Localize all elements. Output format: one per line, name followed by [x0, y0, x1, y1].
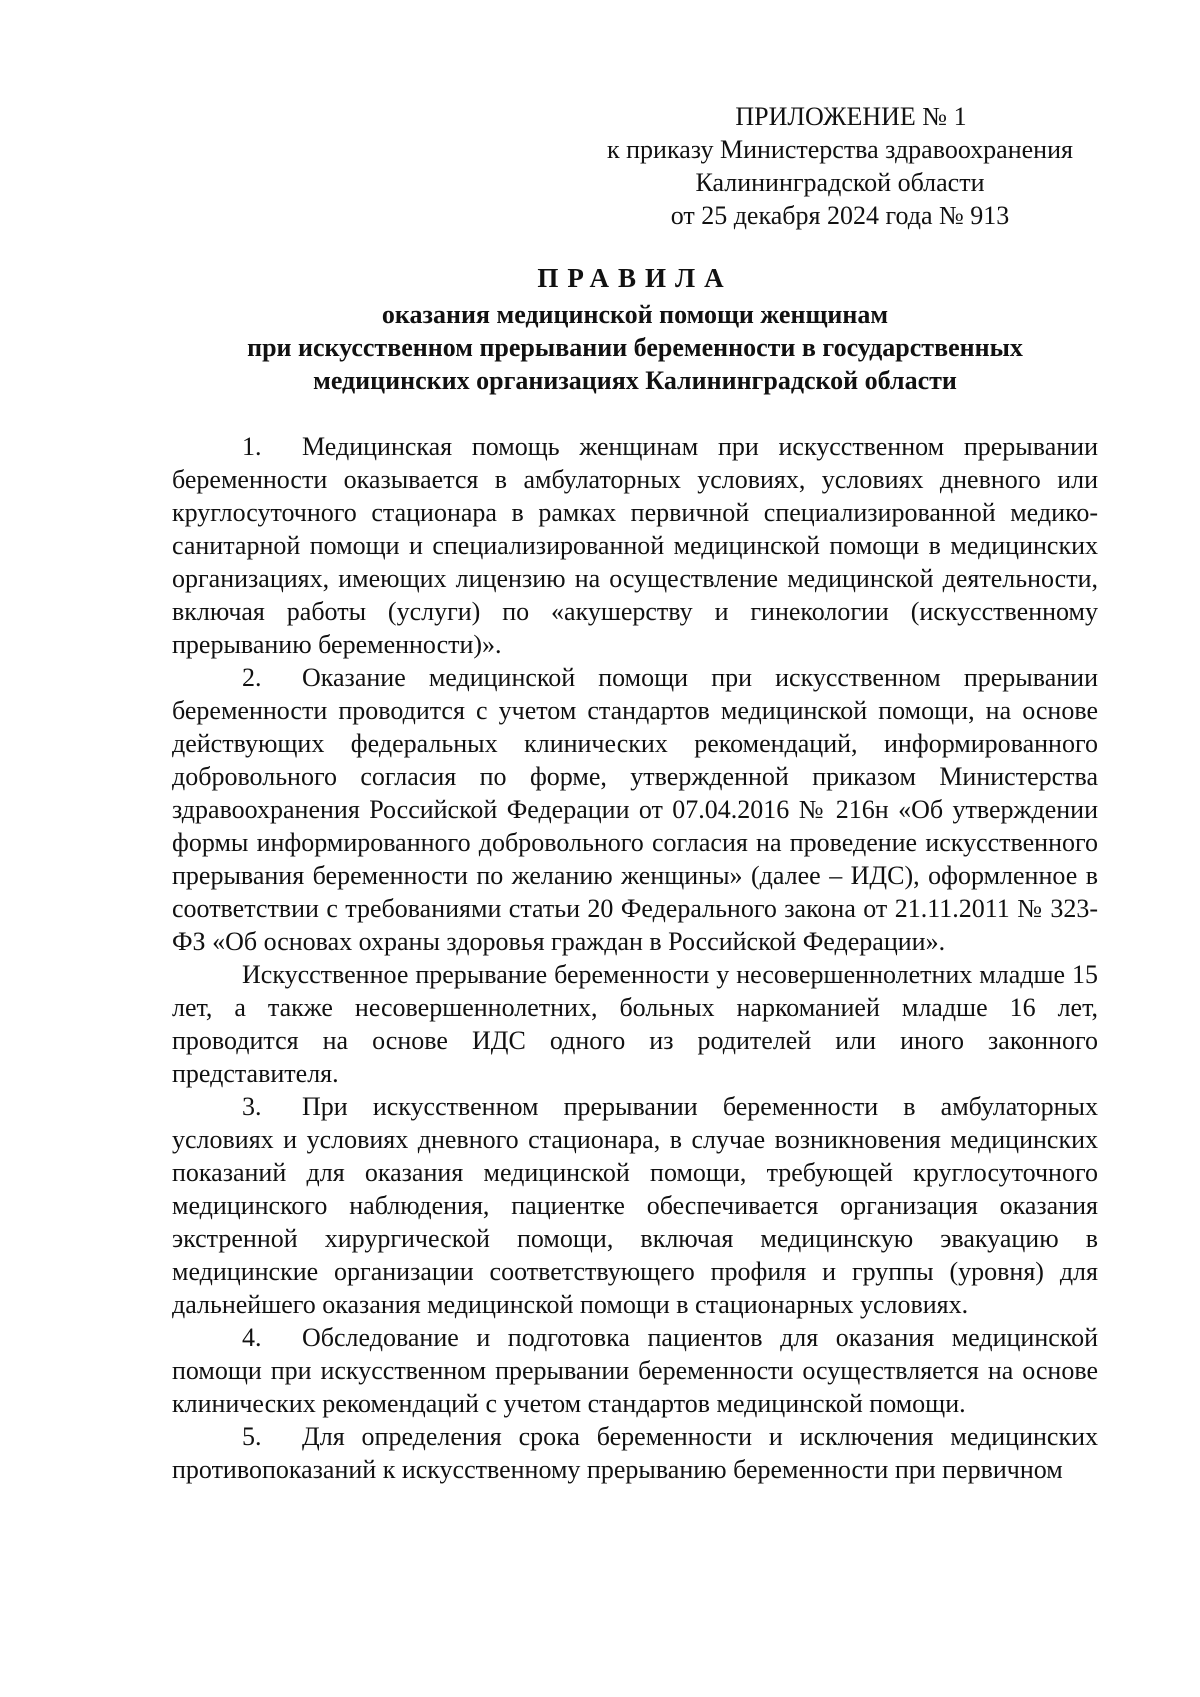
paragraph-2	[172, 661, 1098, 958]
paragraph-text: Для определения срока беременности и исключения медицинских противопоказаний к искусственному прерыванию беременности при первичном	[172, 1422, 1098, 1484]
title-line-3: медицинских организациях Калининградской области	[313, 366, 957, 395]
appendix-region: Калининградской области	[695, 168, 985, 197]
paragraph-2-continued	[172, 958, 1098, 1090]
paragraph-number: 4.	[242, 1323, 262, 1352]
title-line-2: при искусственном прерывании беременности в государственных	[247, 333, 1023, 362]
paragraph-text: Медицинская помощь женщинам при искусственном прерывании беременности оказывается в амбулаторных условиях, условиях дневного или круглосуточного стационара в рамках первичной специализированной медико-санитарной помощи и специализированной медицинской помощи в медицинских организациях, имеющих лицензию на осуществление медицинской деятельности, включая работы (услуги) по «акушерству и гинекологии (искусственному прерыванию беременности)».	[172, 432, 1098, 659]
paragraph-number: 2.	[242, 663, 262, 692]
paragraph-number: 1.	[242, 432, 262, 461]
paragraph-number: 3.	[242, 1092, 262, 1121]
title-heading: ПРАВИЛА	[537, 263, 733, 293]
document-body	[172, 430, 1098, 1486]
paragraph-text: Обследование и подготовка пациентов для оказания медицинской помощи при искусственном прерывании беременности осуществляется на основе клинических рекомендаций с учетом стандартов медицинской помощи.	[172, 1323, 1098, 1418]
appendix-header	[560, 100, 1120, 232]
paragraph-text: Искусственное прерывание беременности у несовершеннолетних младше 15 лет, а также несовершеннолетних, больных наркоманией младше 16 лет, проводится на основе ИДС одного из родителей или иного законного представителя.	[172, 960, 1098, 1088]
title-line-1: оказания медицинской помощи женщинам	[381, 300, 889, 329]
paragraph-4	[172, 1321, 1098, 1420]
document-title	[170, 262, 1100, 397]
appendix-date: от 25 декабря 2024 года № 913	[670, 201, 1010, 230]
paragraph-number: 5.	[242, 1422, 262, 1451]
paragraph-1	[172, 430, 1098, 661]
paragraph-5	[172, 1420, 1098, 1486]
appendix-number: ПРИЛОЖЕНИЕ № 1	[735, 102, 967, 131]
paragraph-3	[172, 1090, 1098, 1321]
paragraph-text: Оказание медицинской помощи при искусственном прерывании беременности проводится с учетом стандартов медицинской помощи, на основе действующих федеральных клинических рекомендаций, информированного добровольного согласия по форме, утвержденной приказом Министерства здравоохранения Российской Федерации от 07.04.2016 № 216н «Об утверждении формы информированного добровольного согласия на проведение искусственного прерывания беременности по желанию женщины» (далее – ИДС), оформленное в соответствии с требованиями статьи 20 Федерального закона от 21.11.2011 № 323-ФЗ «Об основах охраны здоровья граждан в Российской Федерации».	[172, 663, 1098, 956]
paragraph-text: При искусственном прерывании беременности в амбулаторных условиях и условиях дневного стационара, в случае возникновения медицинских показаний для оказания медицинской помощи, требующей круглосуточного медицинского наблюдения, пациентке обеспечивается организация оказания экстренной хирургической помощи, включая медицинскую эвакуацию в медицинские организации соответствующего профиля и группы (уровня) для дальнейшего оказания медицинской помощи в стационарных условиях.	[172, 1092, 1098, 1319]
appendix-order-ref: к приказу Министерства здравоохранения	[607, 135, 1073, 164]
